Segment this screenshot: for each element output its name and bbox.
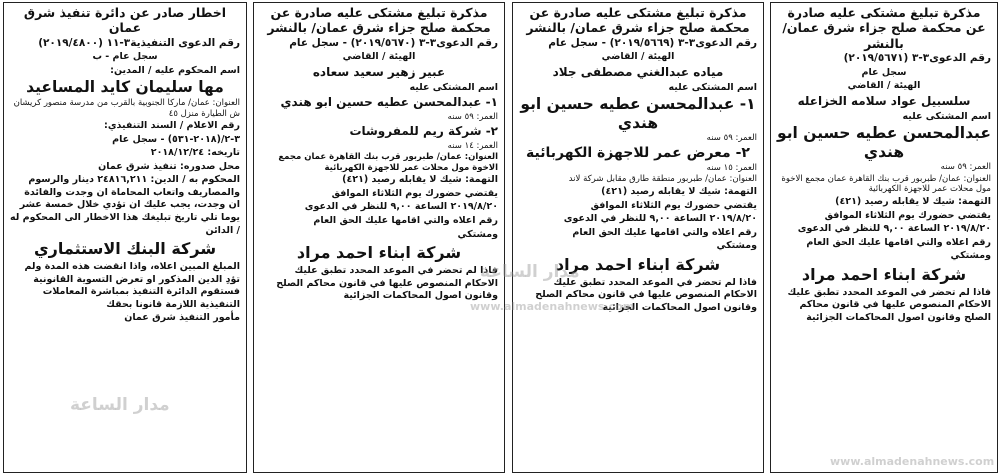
- complainant-company: شركة ابناء احمد مراد: [801, 264, 967, 284]
- complainant-label: اسم المشتكى عليه: [668, 81, 757, 93]
- decision-number: ٣-٢/(٢٠١٨-٥٣١) - سجل عام: [112, 133, 240, 145]
- defendant-address: العنوان: عمان/ طبربور قرب بنك القاهرة عمان مجمع الاخوة مول محلات عمر للاجهزة الكهربائية: [278, 152, 498, 173]
- watermark-url-2: www.almadenahnews.com: [830, 455, 995, 468]
- defendant-age-2: العمر: ١٤ سنه: [447, 140, 498, 151]
- notice-1: [770, 2, 998, 473]
- hearing-date: ٢٠١٩/٨/٢٠ الساعة ٩,٠٠ للنظر في الدعوى: [797, 223, 991, 235]
- and-complainant: ومشتكي: [457, 228, 498, 240]
- appearance-notice: يقتضي حضورك يوم الثلاثاء الموافق: [590, 199, 757, 211]
- case-number: رقم الدعوى٣-٣ (٢٠١٩/٥٦٧٠) - سجل عام: [289, 36, 498, 49]
- defendant-address: العنوان: عمان/ طبربور منطقة طارق مقابل شركة لاند: [568, 174, 757, 185]
- defendant-age-2: العمر: ١٥ سنه: [706, 162, 757, 173]
- hearing-date: ٢٠١٩/٨/٢٠ الساعة ٩,٠٠ للنظر في الدعوى: [563, 213, 757, 225]
- record-type: سجل عام: [861, 66, 907, 78]
- notice-3: [253, 2, 505, 473]
- judge-title: الهيئة / القاضي: [342, 51, 416, 63]
- notice-4: [3, 2, 247, 473]
- judge-name: عبير زهير سعيد سعاده: [312, 64, 446, 79]
- watermark-site-2: مدار الساعة: [70, 395, 170, 415]
- amount-owed: المحكوم به / الدين: ٢٤٨١٦,٢١١ دينار والرسوم والمصاريف واتعاب المحاماة ان وجدت والفائدة ان وجدت، يجب عليك ان تؤدي خلال خمسة عشر يوما تلي تاريخ تبليغك هذا الاخطار الى المحكوم له / الدائن: [10, 174, 240, 236]
- debtor-name: مها سليمان كايد المساعيد: [26, 78, 224, 97]
- warning-text: المبلغ المبين اعلاه، واذا انقضت هذه المدة ولم تؤدِ الدين المذكور او تعرض التسوية القانونية فستقوم الدائرة التنفيذ بمباشرة المعاملات التنفيذية اللازمة قانونا بحقك: [24, 261, 240, 310]
- hearing-date: ٢٠١٩/٨/٢٠ الساعة ٩,٠٠ للنظر في الدعوى: [304, 201, 498, 213]
- watermark-site: مدار الساعة: [480, 262, 580, 282]
- charge: التهمة: شيك لا يقابله رصيد (٤٢١): [601, 186, 757, 198]
- notice-2: [512, 2, 764, 473]
- debtor-address: العنوان: عمان/ ماركا الجنوبية بالقرب من مدرسة منصور كريشان ش الطيارة منزل ٤٥: [13, 98, 240, 119]
- case-number: رقم الدعوى التنفيذية٣-١١ (٢٠١٩/٤٨٠٠): [38, 36, 240, 49]
- judge-title: الهيئة / القاضي: [601, 51, 675, 63]
- appearance-notice: يقتضي حضورك يوم الثلاثاء الموافق: [824, 209, 991, 221]
- defendant-name-2: ٢- معرض عمر للاجهزة الكهربائية: [526, 145, 750, 162]
- defendant-name-1: ١- عبدالمحسن عطيه حسين ابو هندي: [280, 95, 498, 110]
- complainant-company: شركة ابناء احمد مراد: [555, 254, 721, 274]
- legal-consequence: فاذا لم تحضر في الموعد المحدد تطبق عليك الاحكام المنصوص عليها في قانون محاكم الصلح وقانون اصول المحاكمات الجزائية: [787, 286, 991, 323]
- case-number: رقم الدعوى٣-٣ (٢٠١٩/٥٦٧١): [843, 51, 991, 64]
- officer-signature: مأمور التنفيذ شرق عمان: [124, 312, 240, 324]
- complainant-label: اسم المشتكى عليه: [902, 110, 991, 122]
- issued-by: محل صدوره: تنفيذ شرق عمان: [98, 160, 240, 172]
- defendant-name: عبدالمحسن عطيه حسين ابو هندي: [777, 124, 991, 161]
- watermark-url: www.almadenahnews.com: [470, 300, 635, 313]
- and-complainant: ومشتكي: [716, 240, 757, 252]
- defendant-age-1: العمر: ٥٩ سنه: [447, 112, 498, 123]
- complainant-label: اسم المشتكى عليه: [409, 81, 498, 93]
- record-type: سجل عام - ب: [92, 51, 158, 63]
- defendant-age: العمر: ٥٩ سنه: [940, 162, 991, 173]
- case-above: رقم اعلاه والتي اقامها عليك الحق العام: [313, 215, 498, 226]
- complainant-company: شركة ابناء احمد مراد: [296, 243, 462, 263]
- notice-header: اخطار صادر عن دائرة تنفيذ شرق عمان: [23, 5, 227, 36]
- case-above: رقم اعلاه والتي اقامها عليك الحق العام: [806, 236, 991, 248]
- decision-label: رقم الاعلام / السند التنفيذي:: [104, 120, 240, 132]
- legal-consequence: فاذا لم تحضر في الموعد المحدد تطبق عليك الاحكام المنصوص عليها في قانون محاكم الصلح وقانون اصول المحاكمات الجزائية: [535, 276, 757, 313]
- case-above: رقم اعلاه والتي اقامها عليك الحق العام: [572, 226, 757, 238]
- decision-date: تاريخه: ٢٠١٨/١٢/٢٤: [150, 147, 240, 159]
- charge: التهمة: شيك لا يقابله رصيد (٤٢١): [835, 196, 991, 208]
- case-number: رقم الدعوى٣-٣ (٢٠١٩/٥٦٦٩) - سجل عام: [548, 36, 757, 49]
- charge: التهمة: شيك لا يقابله رصيد (٤٢١): [342, 174, 498, 186]
- legal-consequence: فاذا لم تحضر في الموعد المحدد تطبق عليك الاحكام المنصوص عليها في قانون محاكم الصلح وقانون اصول المحاكمات الجزائية: [276, 265, 498, 302]
- defendant-age-1: العمر: ٥٩ سنه: [706, 133, 757, 144]
- defendant-address: العنوان: عمان/ طبربور قرب بنك القاهرة عمان مجمع الاخوة مول محلات عمر للاجهزة الكهربائية: [781, 173, 991, 195]
- and-complainant: ومشتكي: [950, 250, 991, 262]
- defendant-name-2: ٢- شركة ريم للمفروشات: [349, 123, 498, 138]
- judge-name: مياده عبدالغني مصطفى جلاد: [552, 64, 724, 79]
- judge-title: الهيئة / القاضي: [847, 80, 921, 92]
- notice-header: مذكرة تبليغ مشتكى عليه صادرة عن محكمة صلح جزاء شرق عمان/ بالنشر: [526, 5, 750, 36]
- debtor-label: اسم المحكوم عليه / المدين:: [110, 64, 240, 76]
- appearance-notice: يقتضي حضورك يوم الثلاثاء الموافق: [331, 187, 498, 199]
- defendant-name-1: ١- عبدالمحسن عطيه حسين ابو هندي: [520, 95, 756, 132]
- judge-name: سلسبيل عواد سلامه الخزاعله: [797, 93, 971, 108]
- notice-header: مذكرة تبليغ مشتكى عليه صادرة عن محكمة صلح جزاء شرق عمان/ بالنشر: [782, 5, 986, 51]
- notice-header: مذكرة تبليغ مشتكى عليه صادرة عن محكمة صلح جزاء شرق عمان/ بالنشر: [267, 5, 491, 36]
- creditor-name: شركة البنك الاستثماري: [33, 239, 217, 259]
